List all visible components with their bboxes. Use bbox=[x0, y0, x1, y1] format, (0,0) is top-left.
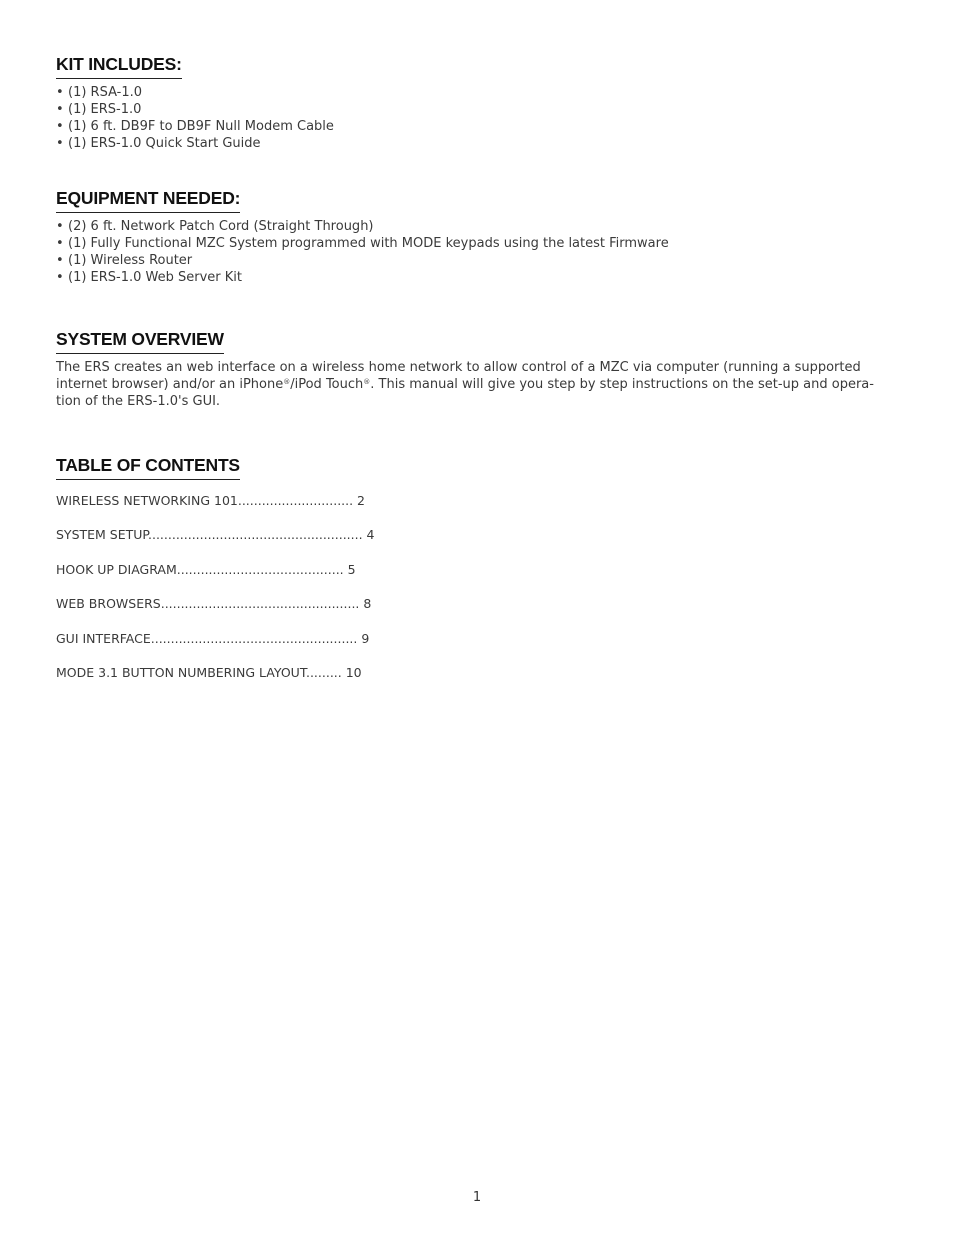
list-item: • (2) 6 ft. Network Patch Cord (Straight Through) bbox=[56, 219, 374, 234]
table-of-contents-list bbox=[56, 492, 375, 698]
list-item: • (1) ERS-1.0 bbox=[56, 102, 142, 117]
equipment-needed-list bbox=[56, 218, 669, 286]
list-item: • (1) Fully Functional MZC System programmed with MODE keypads using the latest Firmware bbox=[56, 236, 669, 251]
toc-entry[interactable]: WEB BROWSERS.................................................. 8 bbox=[56, 596, 372, 612]
toc-entry[interactable]: MODE 3.1 BUTTON NUMBERING LAYOUT......... 10 bbox=[56, 664, 362, 680]
list-item: • (1) ERS-1.0 Web Server Kit bbox=[56, 270, 243, 285]
kit-includes-section bbox=[56, 54, 334, 152]
page-number: 1 bbox=[472, 1190, 482, 1205]
toc-entry[interactable]: GUI INTERFACE.................................................... 9 bbox=[56, 630, 370, 646]
list-item: • (1) 6 ft. DB9F to DB9F Null Modem Cable bbox=[56, 119, 334, 134]
table-of-contents-heading: TABLE OF CONTENTS bbox=[56, 455, 240, 480]
system-overview-heading: SYSTEM OVERVIEW bbox=[56, 329, 224, 354]
registered-mark: ® bbox=[283, 378, 291, 386]
kit-includes-list bbox=[56, 84, 334, 152]
toc-entry[interactable]: HOOK UP DIAGRAM.......................................... 5 bbox=[56, 561, 356, 577]
toc-entry[interactable]: WIRELESS NETWORKING 101............................. 2 bbox=[56, 493, 366, 508]
system-overview-section bbox=[56, 329, 898, 410]
list-item: • (1) ERS-1.0 Quick Start Guide bbox=[56, 136, 261, 151]
registered-mark: ® bbox=[363, 378, 371, 386]
kit-includes-heading: KIT INCLUDES: bbox=[56, 54, 182, 79]
list-item: • (1) RSA-1.0 bbox=[56, 85, 143, 100]
equipment-needed-section bbox=[56, 188, 669, 286]
equipment-needed-heading: EQUIPMENT NEEDED: bbox=[56, 188, 240, 213]
list-item: • (1) Wireless Router bbox=[56, 253, 193, 268]
table-of-contents-section bbox=[56, 455, 375, 698]
toc-entry[interactable]: SYSTEM SETUP...................................................... 4 bbox=[56, 527, 375, 543]
system-overview-paragraph: The ERS creates an web interface on a wireless home network to allow control of a MZC via computer (running a supported internet browser) and/or an iPhone®/iPod Touch®. This manual will give you step by step instructions on the set-up and opera-tion of the ERS-1.0's GUI. bbox=[56, 360, 874, 409]
